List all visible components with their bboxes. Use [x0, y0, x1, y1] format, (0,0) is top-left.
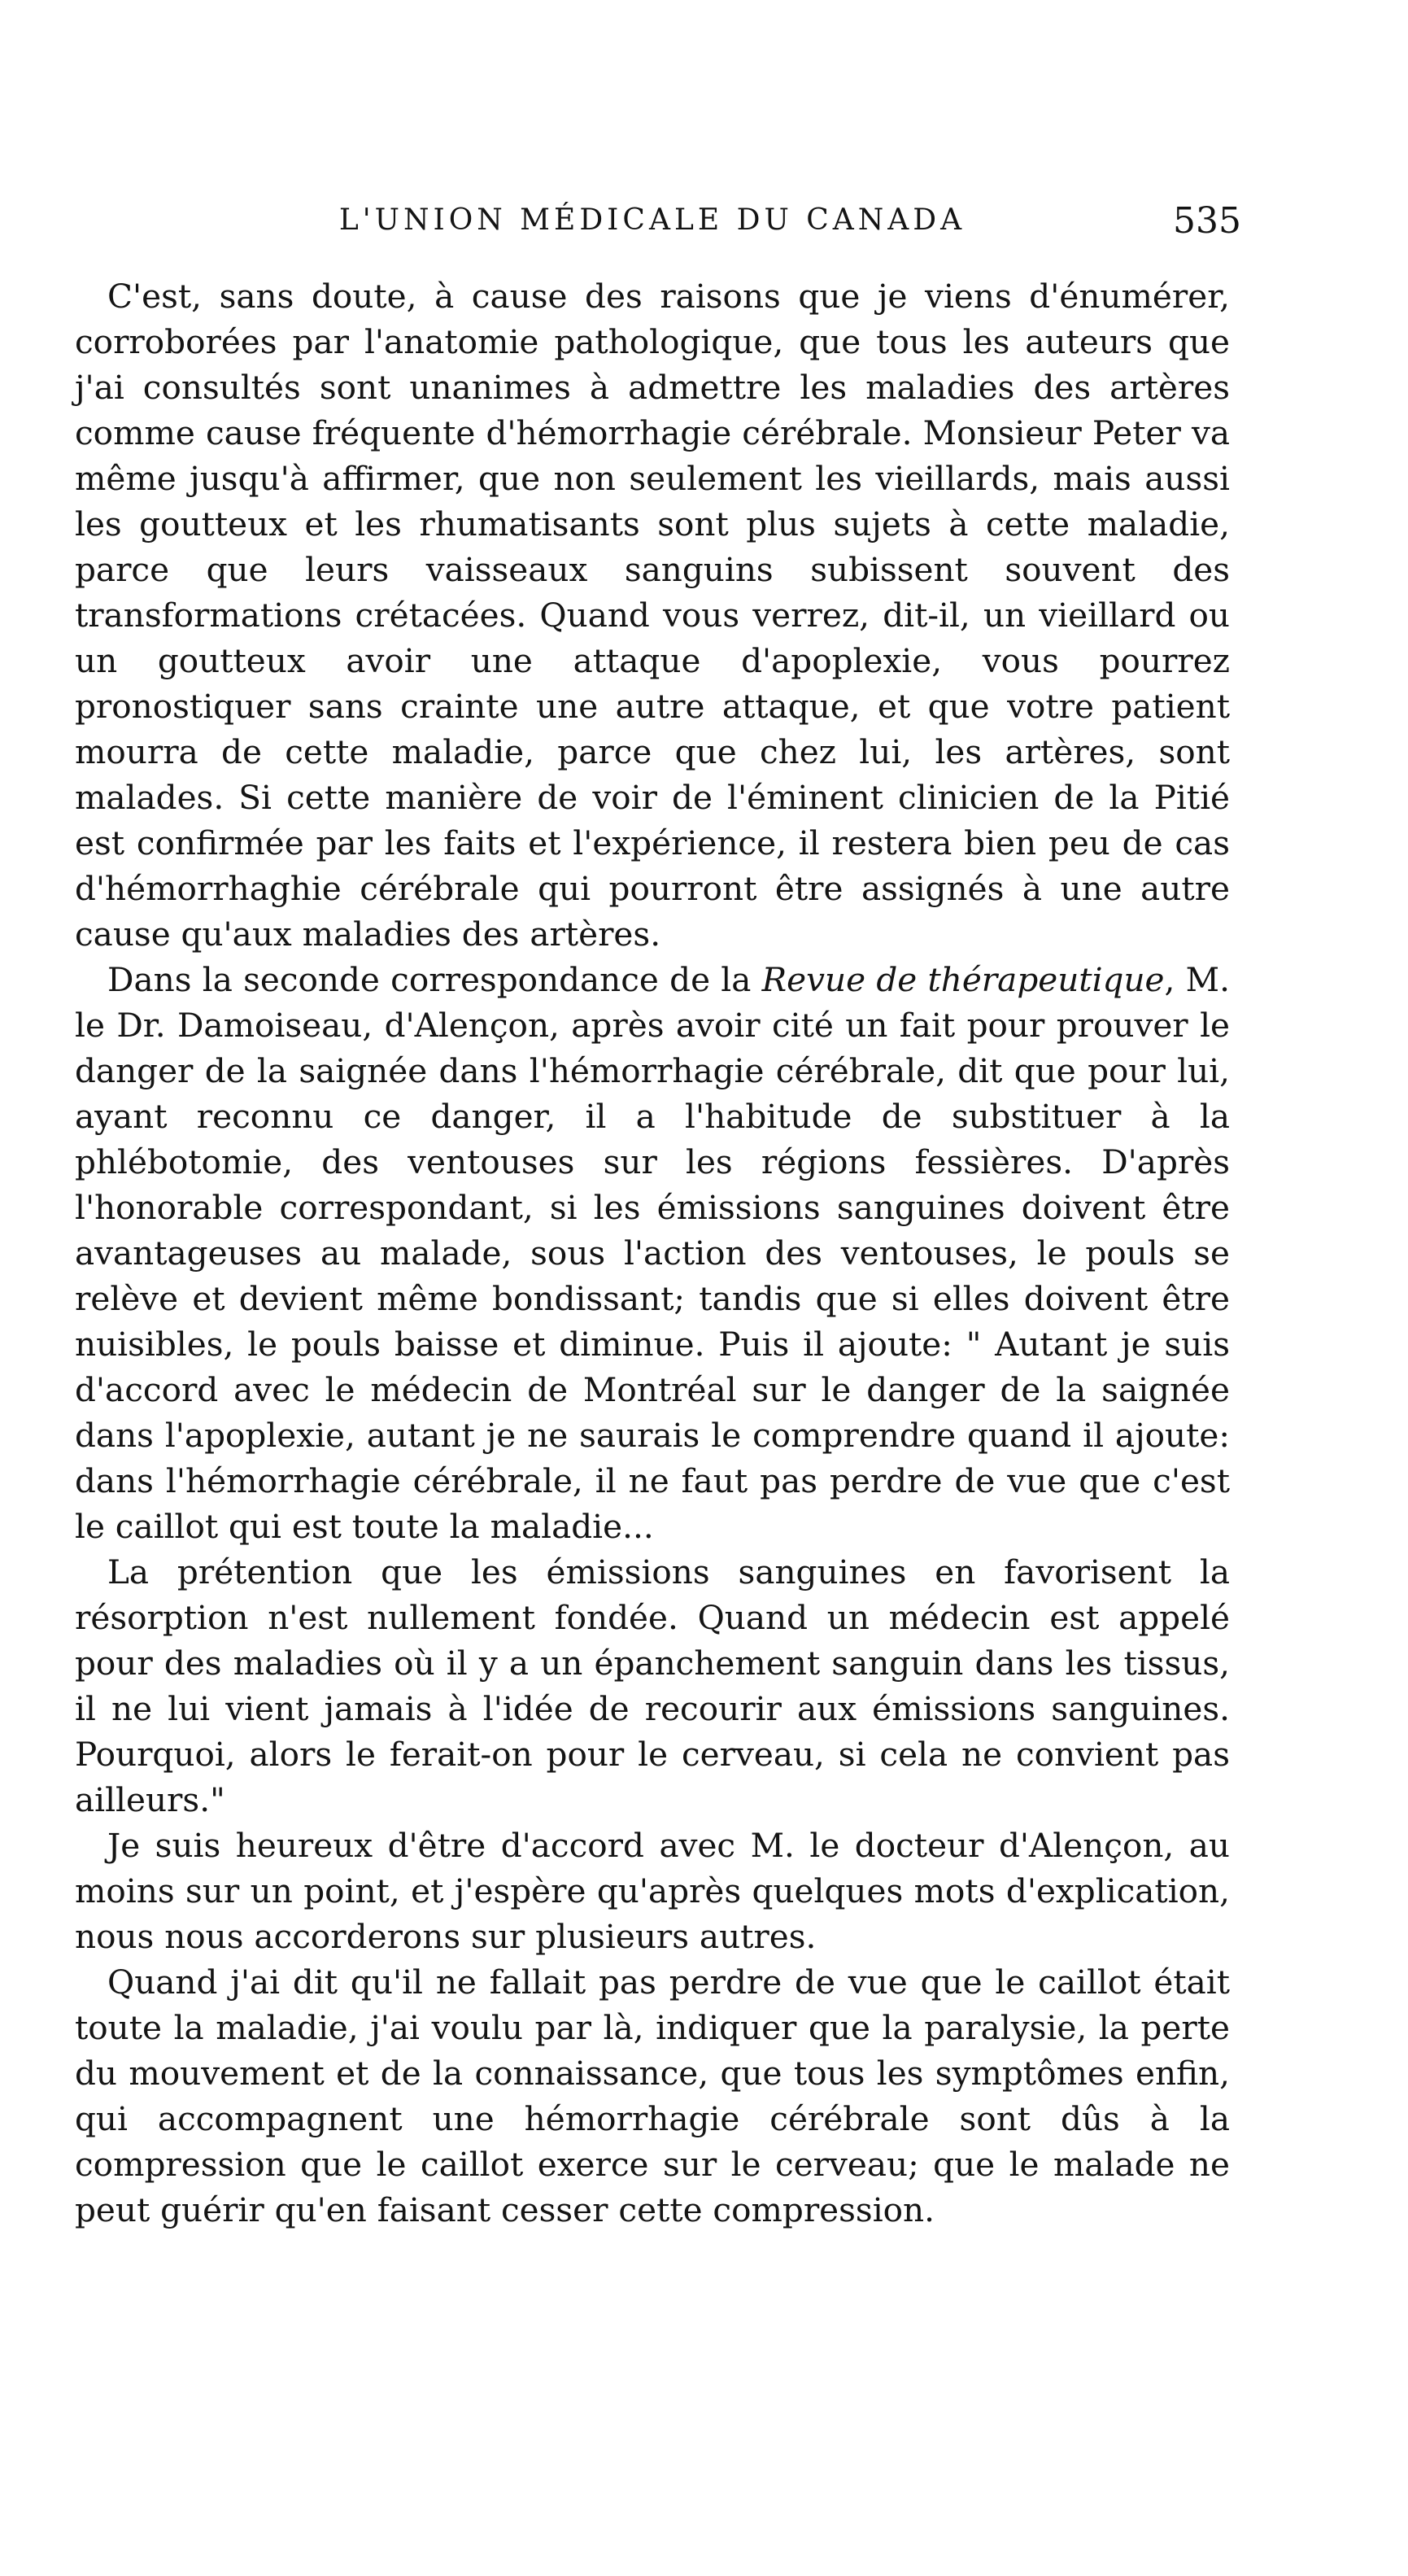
- page: [75, 200, 1241, 2233]
- paragraph: Quand j'ai dit qu'il ne fallait pas perdre de vue que le caillot était toute la maladie, j'ai voulu par là, indiquer que la paralysie, la perte du mouvement et de la connaissance, que tous les symptômes enfin, qui accompagnent une hémorrhagie cérébrale sont dûs à la compression que le caillot exerce sur le cerveau; que le malade ne peut guérir qu'en faisant cesser cette compression.: [75, 1963, 1230, 2229]
- paragraph-text: Dans la seconde correspondance de la: [107, 960, 762, 999]
- journal-title: L'UNION MÉDICALE DU CANADA: [338, 203, 966, 237]
- paragraph: Je suis heureux d'être d'accord avec M. le docteur d'Alençon, au moins sur un point, et j'espère qu'après quelques mots d'explication, nous nous accorderons sur plusieurs autres.: [75, 1826, 1230, 1956]
- page-number: 535: [1173, 200, 1241, 242]
- journal-name-italic: Revue de thérapeutique: [761, 960, 1165, 999]
- paragraph-text: , M. le Dr. Damoiseau, d'Alençon, après avoir cité un fait pour prouver le danger de la saignée dans l'hémorrhagie cérébrale, dit que pour lui, ayant reconnu ce danger, il a l'habitude de substituer à la phlébotomie, des ventouses sur les régions fessières. D'après l'honorable correspondant, si les émissions sanguines doivent être avantageuses au malade, sous l'action des ventouses, le pouls se relève et devient même bondissant; tandis que si elles doivent être nuisibles, le pouls baisse et diminue. Puis il ajoute: " Autant je suis d'accord avec le médecin de Montréal sur le danger de la saignée dans l'apoplexie, autant je ne saurais le comprendre quand il ajoute: dans l'hémorrhagie cérébrale, il ne faut pas perdre de vue que c'est le caillot qui est toute la maladie...: [75, 960, 1230, 1546]
- paragraph: [75, 957, 1230, 1549]
- paragraph: C'est, sans doute, à cause des raisons que je viens d'énumérer, corroborées par l'anatomie pathologique, que tous les auteurs que j'ai consultés sont unanimes à admettre les maladies des artères comme cause fréquente d'hémorrhagie cérébrale. Monsieur Peter va même jusqu'à affirmer, que non seulement les vieillards, mais aussi les goutteux et les rhumatisants sont plus sujets à cette maladie, parce que leurs vaisseaux sanguins subissent souvent des transformations crétacées. Quand vous verrez, dit-il, un vieillard ou un goutteux avoir une attaque d'apoplexie, vous pourrez pronostiquer sans crainte une autre attaque, et que votre patient mourra de cette maladie, parce que chez lui, les artères, sont malades. Si cette manière de voir de l'éminent clinicien de la Pitié est confirmée par les faits et l'expérience, il restera bien peu de cas d'hémorrhaghie cérébrale qui pourront être assignés à une autre cause qu'aux maladies des artères.: [75, 277, 1230, 954]
- running-head: [75, 200, 1241, 255]
- paragraph: La prétention que les émissions sanguines en favorisent la résorption n'est nullement fondée. Quand un médecin est appelé pour des maladies où il y a un épanchement sanguin dans les tissus, il ne lui vient jamais à l'idée de recourir aux émissions sanguines. Pourquoi, alors le ferait-on pour le cerveau, si cela ne convient pas ailleurs.": [75, 1552, 1230, 1819]
- body-text: [75, 273, 1230, 2233]
